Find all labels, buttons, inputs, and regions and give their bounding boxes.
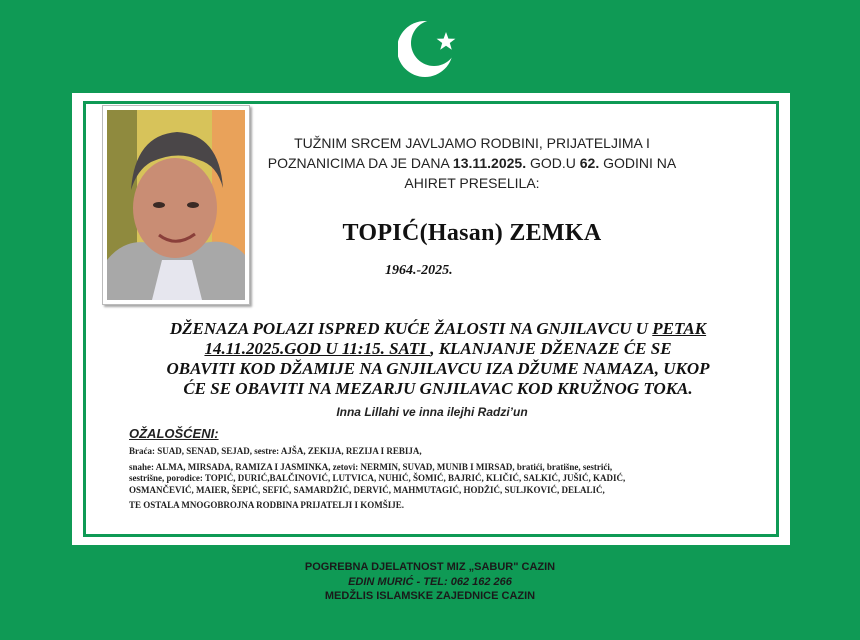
mourners-line-2: snahe: ALMA, MIRSADA, RAMIZA I JASMINKA, zetovi: NERMIN, SUVAD, MUNIB I MIRSAD, bratići, bratišne, sestrići, — [129, 461, 613, 472]
footer-contact: EDIN MURIĆ - TEL: 062 162 266 — [348, 575, 512, 588]
funeral-line-2-text: , KLANJANJE DŽENAZE ĆE SE — [430, 339, 672, 358]
crescent-and-star-icon — [398, 18, 462, 80]
age: 62. — [579, 155, 600, 171]
mourners-line-3: sestrišne, porodice: TOPIĆ, DURIĆ,BALČINOVIĆ, LUTVICA, NUHIĆ, ŠOMIĆ, BAJRIĆ, KLIČIĆ, SALKIĆ, JUŠIĆ, KADIĆ, — [129, 473, 626, 483]
funeral-details — [128, 319, 748, 399]
mourners-line-1: Braća: SUAD, SENAD, SEJAD, sestre: AJŠA, ZEKIJA, REZIJA I REBIJA, — [129, 446, 422, 456]
funeral-line-1-text: DŽENAZA POLAZI ISPRED KUĆE ŽALOSTI NA GNJILAVCU U — [169, 319, 653, 338]
footer — [230, 560, 630, 604]
mourners-line-5: TE OSTALA MNOGOBROJNA RODBINA PRIJATELJI I KOMŠIJE. — [129, 500, 404, 510]
funeral-datetime: 14.11.2025.GOD U 11:15. SATI — [204, 339, 431, 358]
funeral-line-3: OBAVITI KOD DŽAMIJE NA GNJILAVCU IZA DŽUME NAMAZA, UKOP — [166, 359, 710, 378]
footer-company: POGREBNA DJELATNOST MIZ „SABUR" CAZIN — [304, 561, 556, 573]
funeral-line-1 — [128, 319, 748, 339]
announcement-line-2-mid: GOD.U — [526, 155, 580, 171]
announcement-line-3: AHIRET PRESELILA: — [404, 175, 540, 191]
funeral-line-2 — [128, 339, 748, 359]
announcement-line-2-end: GODINI NA — [599, 155, 677, 171]
announcement-line-2 — [252, 153, 692, 173]
deceased-name: TOPIĆ(Hasan) ZEMKA — [342, 220, 602, 246]
funeral-day: PETAK — [652, 319, 707, 338]
life-years: 1964.-2025. — [385, 263, 453, 278]
announcement-line-1: TUŽNIM SRCEM JAVLJAMO RODBINI, PRIJATELJIMA I — [294, 135, 650, 151]
death-date: 13.11.2025. — [452, 155, 527, 171]
obituary-card — [72, 93, 790, 545]
announcement-text — [252, 133, 692, 193]
announcement-line-2-start: POZNANICIMA DA JE DANA — [267, 155, 453, 171]
mourners-line-4: OSMANČEVIĆ, MAIER, ŠEPIĆ, SEFIĆ, SAMARDŽIĆ, DERVIĆ, MAHMUTAGIĆ, HODŽIĆ, SULJKOVIĆ, DELALIĆ, — [129, 484, 605, 495]
mourners-title: OŽALOŠĆENI: — [129, 426, 219, 441]
deceased-photo — [102, 105, 250, 305]
mourners-list — [129, 446, 729, 516]
footer-organization: MEDŽLIS ISLAMSKE ZAJEDNICE CAZIN — [324, 590, 536, 602]
funeral-line-4: ĆE SE OBAVITI NA MEZARJU GNJILAVAC KOD KRUŽNOG TOKA. — [183, 379, 693, 398]
prayer-text: Inna Lillahi ve inna ilejhi Radzi’un — [336, 405, 528, 419]
